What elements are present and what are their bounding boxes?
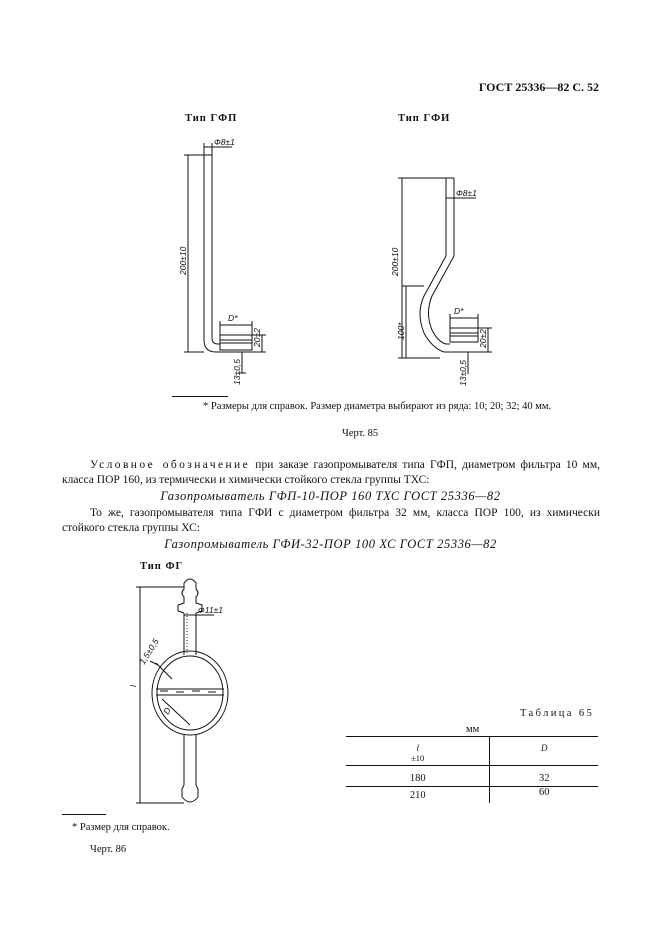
paragraph-designation [62, 458, 600, 488]
footnote-85: * Размеры для справок. Размер диаметра выбирают из ряда: 10; 20; 32; 40 мм. [203, 401, 552, 412]
table-cell: 32 [538, 772, 550, 784]
table-cell: 180 [346, 766, 490, 787]
dim-h13-gfi: 13±0,5 [458, 360, 468, 386]
page-header: ГОСТ 25336—82 С. 52 [478, 80, 599, 94]
figure-title-gfi: Тип ГФИ [398, 113, 451, 124]
footnote-rule-85 [172, 396, 228, 397]
dim-d-fg: D [161, 705, 173, 716]
table-header-l [346, 737, 490, 766]
caption-86: Черт. 86 [90, 844, 127, 855]
footnote-86: * Размер для справок. [72, 822, 170, 833]
figure-title-gfp: Тип ГФП [185, 113, 238, 124]
dim-diameter-gfi: Ф8±1 [456, 188, 477, 198]
dim-dstar-gfp: D* [228, 313, 238, 323]
dim-l100-gfi: 100* [396, 322, 406, 340]
dim-length-gfi: 200±10 [390, 247, 400, 276]
dim-h20-gfi: 20±2 [478, 329, 488, 348]
table-cell: 210 [346, 787, 490, 804]
dim-diameter-fg: Ф11±1 [198, 605, 223, 615]
table-cell: 60 [538, 787, 550, 798]
drawing-gfi [380, 168, 500, 388]
header-l-label: l [416, 743, 419, 753]
dim-wall-fg: 1,5±0,5 [137, 636, 161, 667]
dim-length-gfp: 200±10 [178, 246, 188, 275]
dim-h13-gfp: 13±0,5 [232, 359, 242, 385]
dim-diameter-gfp: Ф8±1 [214, 137, 235, 147]
designation-rest: при заказе газопромывателя типа ГФП, диаметром фильтра 10 мм, класса ПОР 160, из термически и химически стойкого стекла группы ТХС: [62, 459, 600, 486]
drawing-gfp [170, 135, 280, 385]
drawing-fg [110, 575, 270, 815]
formula-gfp: Газопромыватель ГФП-10-ПОР 160 ТХС ГОСТ 25336—82 [160, 489, 501, 503]
footnote-rule-86 [62, 814, 106, 815]
dim-l-fg: l [128, 685, 138, 687]
paragraph-same: То же, газопромывателя типа ГФИ с диаметром фильтра 32 мм, класса ПОР 100, из химически стойкого стекла группы ХС: [62, 507, 600, 534]
designation-lead: Условное обозначение [90, 459, 251, 471]
table-65 [346, 736, 598, 803]
dim-h20-gfp: 20±2 [252, 328, 262, 347]
table-header-d: D [540, 743, 548, 753]
figure-title-fg: Тип ФГ [140, 561, 184, 572]
formula-gfi: Газопромыватель ГФИ-32-ПОР 100 ХС ГОСТ 25336—82 [164, 537, 497, 551]
dim-dstar-gfi: D* [454, 306, 464, 316]
table-unit: мм [466, 724, 480, 735]
table-title: Таблица 65 [520, 708, 595, 719]
caption-85: Черт. 85 [342, 428, 379, 439]
header-l-tolerance: ±10 [411, 753, 425, 763]
